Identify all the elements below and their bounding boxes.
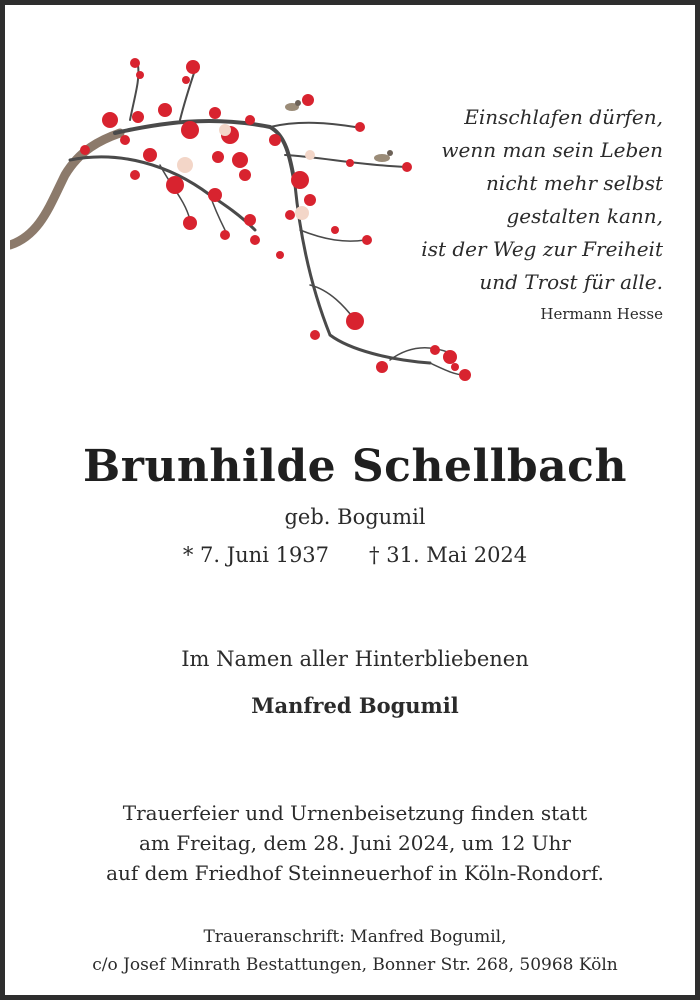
quote-line: gestalten kann, (506, 204, 663, 228)
bird-icon (285, 100, 301, 111)
life-dates (5, 543, 700, 567)
birth-date: * 7. Juni 1937 (182, 543, 330, 567)
quote-author: Hermann Hesse (540, 305, 663, 323)
quote-line: nicht mehr selbst (486, 171, 663, 195)
quote-line: wenn man sein Leben (441, 138, 663, 162)
address-line: c/o Josef Minrath Bestattungen, Bonner Str. 268, 50968 Köln (92, 955, 618, 975)
funeral-service-info (5, 798, 700, 888)
quote-line: ist der Weg zur Freiheit (421, 237, 663, 261)
service-line: am Freitag, dem 28. Juni 2024, um 12 Uhr (139, 831, 571, 855)
mourners-intro: Im Namen aller Hinterbliebenen (181, 647, 529, 671)
death-date: † 31. Mai 2024 (369, 543, 528, 567)
service-line: auf dem Friedhof Steinneuerhof in Köln-Rondorf. (106, 861, 604, 885)
deceased-name: Brunhilde Schellbach (83, 441, 627, 492)
quote-line: und Trost für alle. (479, 270, 663, 294)
mourning-address (5, 923, 700, 979)
service-line: Trauerfeier und Urnenbeisetzung finden statt (122, 801, 588, 825)
address-line: Traueranschrift: Manfred Bogumil, (203, 927, 507, 947)
hesse-quote (303, 101, 663, 299)
mourner-name: Manfred Bogumil (251, 693, 459, 718)
quote-line: Einschlafen dürfen, (464, 105, 663, 129)
maiden-name: geb. Bogumil (284, 505, 426, 529)
